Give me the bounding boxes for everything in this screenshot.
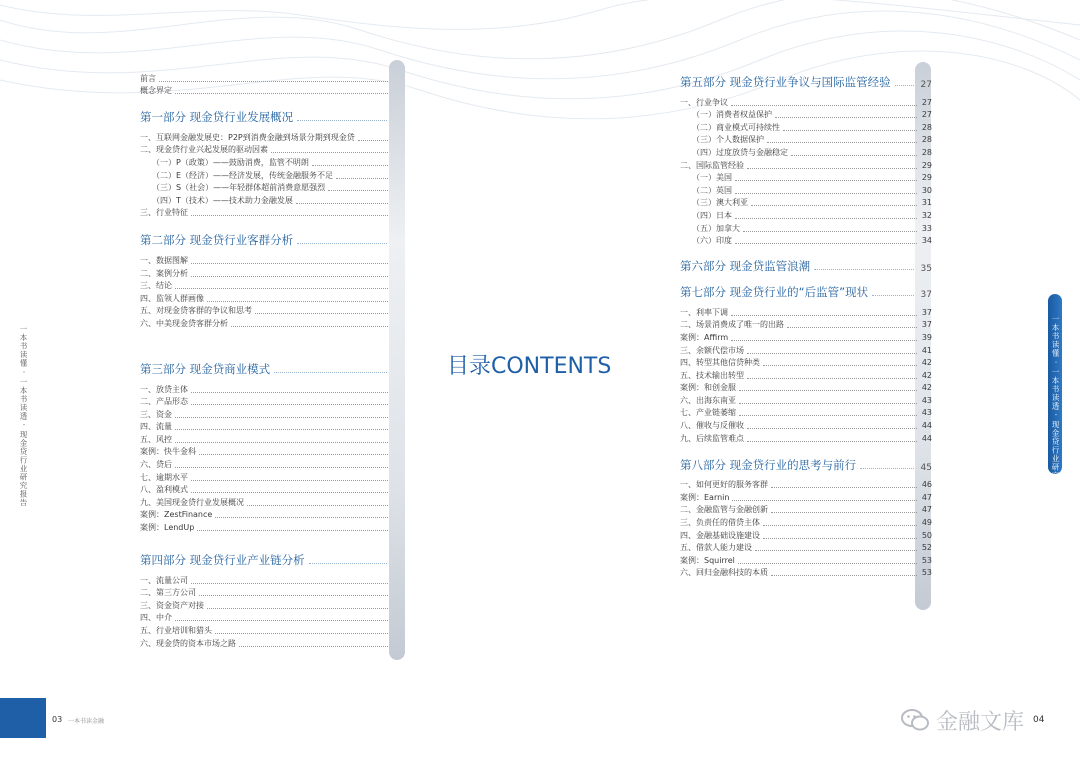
dot-leader	[297, 120, 387, 121]
toc-entry-title: 六、出海东南亚	[680, 395, 736, 405]
toc-entry[interactable]	[140, 421, 405, 434]
toc-page-number: 44	[921, 421, 932, 431]
toc-entry-title: 三、结论	[140, 281, 172, 291]
dot-leader	[336, 178, 390, 179]
toc-entry[interactable]	[680, 319, 932, 332]
toc-entry-title: 五、借款人能力建设	[680, 543, 752, 553]
toc-left-column	[140, 72, 405, 650]
toc-entry-title: 五、风控	[140, 434, 172, 444]
dot-leader	[309, 563, 387, 564]
section-title: 第四部分 现金贷行业产业链分析	[140, 553, 305, 568]
dot-leader	[297, 243, 387, 244]
left-scroll-bar	[389, 60, 405, 660]
dot-leader	[191, 480, 390, 481]
toc-entry-title: 前言	[140, 73, 156, 83]
toc-entry-title: 一、流量公司	[140, 575, 188, 585]
dot-leader	[763, 365, 917, 366]
toc-entry-title: 一、数据图解	[140, 255, 188, 265]
toc-entry[interactable]	[140, 305, 405, 318]
toc-entry[interactable]	[680, 235, 932, 248]
toc-entry[interactable]	[680, 197, 932, 210]
dot-leader	[199, 454, 390, 455]
dot-leader	[783, 130, 917, 131]
toc-page-number: 49	[921, 518, 932, 528]
dot-leader	[739, 403, 917, 404]
toc-entry[interactable]	[140, 624, 405, 637]
dot-leader	[191, 215, 390, 216]
toc-entry-title: 二、金融监管与金融创新	[680, 505, 768, 515]
toc-entry[interactable]	[140, 383, 405, 396]
toc-page-number: 29	[921, 173, 932, 183]
toc-page-number: 43	[921, 395, 932, 405]
toc-entry-title: 二、现金贷行业兴起发展的驱动因素	[140, 145, 268, 155]
toc-left-sections	[140, 107, 405, 649]
toc-page-number: 47	[921, 505, 932, 515]
toc-entry-title: 九、美国现金贷行业发展概况	[140, 497, 244, 507]
dot-leader	[175, 288, 390, 289]
dot-leader	[732, 500, 917, 501]
toc-entry[interactable]	[680, 382, 932, 395]
toc-section	[680, 282, 932, 445]
toc-section	[140, 107, 405, 219]
toc-section-heading[interactable]	[140, 230, 405, 248]
toc-page-number: 50	[921, 530, 932, 540]
dot-leader	[739, 415, 917, 416]
dot-leader	[747, 353, 917, 354]
toc-entry-title: 四、中介	[140, 613, 172, 623]
toc-entry[interactable]	[140, 267, 405, 280]
toc-entry[interactable]	[140, 612, 405, 625]
dot-leader	[787, 327, 917, 328]
dot-leader	[771, 512, 917, 513]
toc-entry-title: 六、现金贷的资本市场之路	[140, 638, 236, 648]
toc-entry[interactable]	[140, 396, 405, 409]
dot-leader	[239, 646, 390, 647]
section-title: 第一部分 现金贷行业发展概况	[140, 110, 294, 125]
watermark-logo	[900, 702, 1050, 738]
toc-page-number: 33	[921, 223, 932, 233]
toc-entry-title: 六、回归金融科技的本质	[680, 568, 768, 578]
toc-section-heading[interactable]	[140, 107, 405, 125]
toc-entry[interactable]	[680, 491, 932, 504]
dot-leader	[215, 517, 390, 518]
dot-leader	[763, 525, 917, 526]
toc-left-intro	[140, 72, 405, 97]
toc-page-number: 53	[921, 555, 932, 565]
toc-entry[interactable]	[680, 172, 932, 185]
toc-entry[interactable]	[680, 344, 932, 357]
toc-entry[interactable]	[680, 109, 932, 122]
dot-leader	[738, 563, 917, 564]
toc-entry-title: 三、行业特征	[140, 208, 188, 218]
toc-page-number: 29	[921, 160, 932, 170]
toc-entry[interactable]	[680, 134, 932, 147]
toc-entry[interactable]	[680, 209, 932, 222]
toc-entry[interactable]	[680, 516, 932, 529]
toc-page-number: 28	[921, 147, 932, 157]
toc-entry-title: 三、资金资产对接	[140, 600, 204, 610]
dot-leader	[247, 505, 390, 506]
toc-entry[interactable]	[140, 599, 405, 612]
contents-title: 目录CONTENTS	[447, 354, 612, 379]
dot-leader	[312, 165, 390, 166]
toc-entry[interactable]	[680, 407, 932, 420]
toc-entry[interactable]	[680, 554, 932, 567]
toc-entry-title: 二、案例分析	[140, 268, 188, 278]
toc-entry-title: 七、产业链萎缩	[680, 408, 736, 418]
wechat-icon	[900, 707, 930, 733]
toc-entry[interactable]	[680, 479, 932, 492]
dot-leader	[191, 492, 390, 493]
toc-entry-title: 一、行业争议	[680, 97, 728, 107]
toc-entry[interactable]	[140, 446, 405, 459]
toc-entry[interactable]	[680, 419, 932, 432]
toc-entry[interactable]	[680, 369, 932, 382]
toc-page-number: 43	[921, 408, 932, 418]
toc-entry[interactable]	[140, 521, 405, 534]
dot-leader	[175, 417, 390, 418]
dot-leader	[771, 487, 917, 488]
dot-leader	[215, 633, 390, 634]
toc-entry-title: （六）印度	[692, 236, 732, 246]
toc-entry[interactable]	[680, 504, 932, 517]
toc-entry-title: 一、如何更好的服务客群	[680, 480, 768, 490]
toc-entry-title: （四）过度放贷与金融稳定	[692, 147, 788, 157]
toc-entry[interactable]	[140, 484, 405, 497]
toc-entry-title: 一、放贷主体	[140, 384, 188, 394]
toc-entry[interactable]	[680, 542, 932, 555]
toc-entry-title: 八、盈利模式	[140, 485, 188, 495]
dot-leader	[731, 315, 917, 316]
toc-entry[interactable]	[140, 131, 405, 144]
toc-entry-title: 八、催收与反催收	[680, 421, 744, 431]
page-corner-block	[0, 698, 46, 738]
toc-page-number: 31	[921, 198, 932, 208]
toc-entry-title: （三）个人数据保护	[692, 135, 764, 145]
dot-leader	[739, 390, 917, 391]
toc-page-number: 39	[921, 332, 932, 342]
dot-leader	[191, 276, 390, 277]
dot-leader	[197, 530, 390, 531]
toc-page-number: 28	[921, 135, 932, 145]
dot-leader	[747, 168, 917, 169]
toc-section	[680, 72, 932, 247]
toc-entry-title: 六、中美现金贷客群分析	[140, 318, 228, 328]
dot-leader	[814, 269, 914, 270]
dot-leader	[255, 313, 390, 314]
toc-page-number: 27	[921, 97, 932, 107]
toc-section	[680, 256, 932, 274]
section-title: 第三部分 现金贷商业模式	[140, 361, 271, 376]
toc-section	[680, 455, 932, 580]
toc-entry[interactable]	[140, 496, 405, 509]
dot-leader	[191, 583, 390, 584]
page-number-left: 03	[52, 715, 63, 724]
dot-leader	[231, 326, 390, 327]
toc-entry-title: （四）T（技术）——技术助力金融发展	[152, 195, 293, 205]
toc-entry-title: 五、技术输出转型	[680, 370, 744, 380]
toc-entry-title: 四、金融基础设施建设	[680, 530, 760, 540]
toc-section-heading[interactable]	[680, 72, 932, 90]
toc-page-number: 42	[921, 370, 932, 380]
toc-entry-title: 二、场景消费成了唯一的出路	[680, 320, 784, 330]
toc-entry-title: 五、对现金贷客群的争议和思考	[140, 306, 252, 316]
dot-leader	[775, 117, 917, 118]
toc-right-sections	[680, 72, 932, 579]
toc-entry-title: 四、监领人群画像	[140, 293, 204, 303]
toc-entry[interactable]	[140, 207, 405, 220]
dot-leader	[191, 404, 390, 405]
toc-page-number: 46	[921, 480, 932, 490]
toc-right-column	[680, 72, 932, 579]
toc-page-number: 34	[921, 236, 932, 246]
toc-entry[interactable]	[140, 254, 405, 267]
toc-entry[interactable]	[140, 85, 405, 98]
toc-entry[interactable]	[140, 408, 405, 421]
page-number-right: 04	[1033, 715, 1045, 725]
toc-entry-title: 案例：Affirm	[680, 332, 729, 342]
toc-entry[interactable]	[140, 72, 405, 85]
toc-entry-title: （一）P（政策）——鼓励消费，监管不明朗	[152, 157, 309, 167]
toc-section-heading[interactable]	[680, 282, 932, 300]
toc-section-heading[interactable]	[680, 256, 932, 274]
toc-entry[interactable]	[140, 574, 405, 587]
toc-page-number: 47	[921, 492, 932, 502]
section-title: 第六部分 现金贷监管浪潮	[680, 259, 811, 274]
dot-leader	[735, 180, 917, 181]
toc-page-number: 32	[921, 210, 932, 220]
toc-entry[interactable]	[680, 96, 932, 109]
right-vertical-label: 一本书读懂 · 一本书读透 · 现金贷行业研究报告	[1051, 315, 1060, 497]
toc-entry-title: 一、互联网金融发展史：P2P到消费金融到场景分期到现金贷	[140, 132, 355, 142]
toc-section-heading[interactable]	[140, 550, 405, 568]
toc-page-number: 42	[921, 358, 932, 368]
toc-entry[interactable]	[140, 144, 405, 157]
dot-leader	[755, 550, 917, 551]
toc-entry[interactable]	[140, 509, 405, 522]
toc-entry-title: （五）加拿大	[692, 223, 740, 233]
toc-section	[140, 359, 405, 534]
dot-leader	[743, 231, 917, 232]
dot-leader	[731, 340, 917, 341]
dot-leader	[191, 392, 390, 393]
dot-leader	[159, 81, 390, 82]
dot-leader	[328, 190, 390, 191]
toc-section-heading[interactable]	[140, 359, 405, 377]
toc-entry[interactable]	[680, 357, 932, 370]
toc-entry[interactable]	[140, 156, 405, 169]
toc-entry[interactable]	[680, 146, 932, 159]
toc-entry[interactable]	[680, 306, 932, 319]
toc-page-number: 37	[921, 307, 932, 317]
toc-entry-title: 四、流量	[140, 422, 172, 432]
toc-entry-title: （四）日本	[692, 210, 732, 220]
toc-entry[interactable]	[140, 637, 405, 650]
toc-entry-title: 三、资金	[140, 409, 172, 419]
toc-entry-title: （二）E（经济）——经济发展，传统金融服务不足	[152, 170, 334, 180]
section-title: 第五部分 现金贷行业争议与国际监管经验	[680, 75, 891, 89]
toc-entry[interactable]	[140, 587, 405, 600]
dot-leader	[175, 620, 390, 621]
toc-entry-title: 四、转型其他信贷种类	[680, 358, 760, 368]
dot-leader	[731, 105, 917, 106]
toc-page-number: 41	[921, 345, 932, 355]
toc-entry[interactable]	[140, 317, 405, 330]
toc-entry[interactable]	[680, 159, 932, 172]
toc-entry[interactable]	[140, 292, 405, 305]
toc-entry-title: 九、后续监管难点	[680, 433, 744, 443]
toc-entry-title: 七、逾期水平	[140, 472, 188, 482]
toc-entry[interactable]	[680, 394, 932, 407]
dot-leader	[175, 93, 390, 94]
section-page-number: 35	[920, 264, 932, 275]
left-vertical-label: 一本书读懂 · 一本书读透 · 现金贷行业研究报告	[19, 325, 28, 507]
dot-leader	[771, 575, 917, 576]
dot-leader	[296, 203, 390, 204]
dot-leader	[895, 85, 914, 86]
section-page-number: 27	[920, 80, 932, 90]
toc-entry[interactable]	[680, 121, 932, 134]
dot-leader	[735, 243, 917, 244]
dot-leader	[175, 442, 390, 443]
toc-entry-title: （一）美国	[692, 173, 732, 183]
toc-entry[interactable]	[680, 432, 932, 445]
toc-page-number: 28	[921, 122, 932, 132]
dot-leader	[735, 218, 917, 219]
toc-entry-title: 二、国际监管经验	[680, 160, 744, 170]
toc-section	[140, 230, 405, 330]
dot-leader	[872, 295, 914, 296]
section-page-number: 37	[920, 290, 932, 301]
toc-page-number: 42	[921, 383, 932, 393]
dot-leader	[175, 467, 390, 468]
toc-entry-title: （三）S（社会）——年轻群体超前消费意愿强烈	[152, 183, 326, 193]
toc-entry-title: 案例：ZestFinance	[140, 510, 213, 520]
toc-entry-title: 二、产品形态	[140, 397, 188, 407]
toc-entry-title: 一、利率下调	[680, 307, 728, 317]
dot-leader	[763, 538, 917, 539]
toc-entry[interactable]	[140, 169, 405, 182]
toc-entry[interactable]	[140, 433, 405, 446]
dot-leader	[767, 142, 917, 143]
dot-leader	[735, 193, 917, 194]
toc-entry[interactable]	[680, 222, 932, 235]
toc-entry[interactable]	[680, 567, 932, 580]
toc-entry-title: 概念界定	[140, 86, 172, 96]
dot-leader	[274, 372, 387, 373]
toc-entry-title: （一）消费者权益保护	[692, 110, 772, 120]
toc-section	[140, 550, 405, 650]
toc-entry-title: 三、余额代偿市场	[680, 345, 744, 355]
toc-page-number: 44	[921, 433, 932, 443]
toc-entry-title: （二）英国	[692, 185, 732, 195]
toc-page-number: 52	[921, 543, 932, 553]
toc-page-number: 30	[921, 185, 932, 195]
toc-entry[interactable]	[140, 458, 405, 471]
section-title: 第八部分 现金贷行业的思考与前行	[680, 457, 857, 472]
dot-leader	[175, 429, 390, 430]
dot-leader	[751, 205, 917, 206]
dot-leader	[860, 468, 914, 469]
dot-leader	[747, 441, 917, 442]
toc-entry-title: 案例：Earnin	[680, 492, 730, 502]
dot-leader	[271, 152, 390, 153]
dot-leader	[747, 428, 917, 429]
dot-leader	[747, 378, 917, 379]
toc-entry-title: 六、贷后	[140, 460, 172, 470]
dot-leader	[199, 595, 390, 596]
toc-entry[interactable]	[140, 280, 405, 293]
dot-leader	[191, 263, 390, 264]
toc-entry-title: （二）商业模式可持续性	[692, 122, 780, 132]
toc-entry-title: 案例：Squirrel	[680, 555, 735, 565]
toc-entry-title: 案例：LendUp	[140, 523, 195, 533]
toc-page-number: 27	[921, 110, 932, 120]
toc-entry[interactable]	[140, 471, 405, 484]
toc-section-heading[interactable]	[680, 455, 932, 473]
toc-entry-title: 五、行业培训和猎头	[140, 626, 212, 635]
logo-text: 金融文库	[936, 709, 1025, 735]
section-page-number: 45	[920, 462, 932, 473]
toc-page-number: 37	[921, 320, 932, 330]
dot-leader	[207, 301, 390, 302]
toc-entry-title: 案例：快牛金科	[140, 447, 196, 457]
toc-entry[interactable]	[680, 331, 932, 344]
toc-entry-title: 案例：和创金服	[680, 383, 736, 393]
toc-entry[interactable]	[680, 529, 932, 542]
toc-entry[interactable]	[680, 184, 932, 197]
dot-leader	[207, 608, 390, 609]
dot-leader	[358, 140, 390, 141]
toc-entry[interactable]	[140, 182, 405, 195]
toc-entry-title: 二、第三方公司	[140, 588, 196, 598]
toc-page-number: 53	[921, 568, 932, 578]
toc-entry-title: （三）澳大利亚	[692, 198, 748, 208]
toc-entry[interactable]	[140, 194, 405, 207]
toc-entry-title: 三、负责任的借贷主体	[680, 518, 760, 528]
dot-leader	[791, 155, 917, 156]
section-title: 第七部分 现金贷行业的“后监管”现状	[680, 285, 869, 300]
page-footer-label: 一本书读金融	[68, 718, 105, 725]
section-title: 第二部分 现金贷行业客群分析	[140, 233, 294, 248]
